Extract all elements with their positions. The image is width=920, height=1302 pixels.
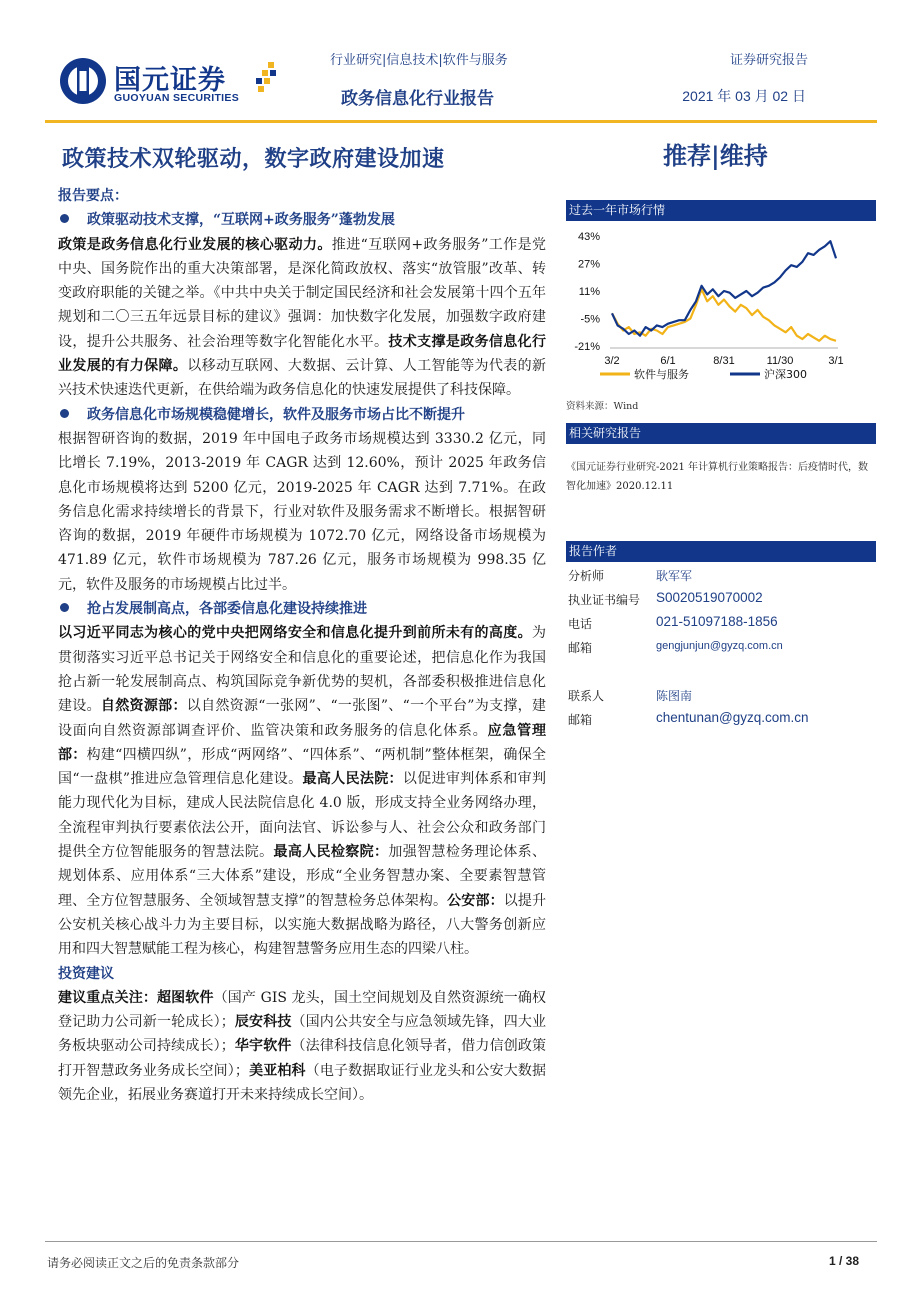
investment-text-1: （国产 GIS 龙头，国土空间规划及自然资源统一确权登记助力公司新一轮成长）； (58, 989, 547, 1031)
analyst-label: 分析师 (568, 569, 605, 583)
logo-cn-text: 国元证券 (114, 65, 226, 96)
ministries-text-6: 以提升公安机关核心战斗力为主要目标，以实施大数据战略为路径，八大警务创新应用和四大智慧赋能工程为核心，构建智慧警务应用生态的四梁八柱。 (58, 892, 547, 958)
email-link[interactable]: gengjunjun@gyzq.com.cn (656, 640, 783, 652)
ministry-natural-resources: 自然资源部： (100, 698, 187, 715)
market-chart-heading: 过去一年市场行情 (566, 200, 876, 221)
contact-label: 联系人 (568, 689, 605, 703)
y-tick-label: 11% (578, 286, 600, 298)
report-series-title: 政务信息化行业报告 (341, 89, 494, 109)
investment-heading: 投资建议 (58, 965, 114, 982)
contact-name: 陈图南 (656, 689, 693, 703)
x-tick-label: 3/2 (604, 355, 620, 367)
footer-disclaimer: 请务必阅读正文之后的免责条款部分 (47, 1256, 240, 1270)
summary-heading: 报告要点： (58, 188, 128, 204)
logo-dots-icon (256, 62, 278, 96)
report-category: 行业研究|信息技术|软件与服务 (330, 53, 508, 68)
contact-row (566, 685, 876, 709)
ministries-text-1: 为贯彻落实习近平总书记关于网络安全和信息化的重要论述，把信息化作为我国抢占新一轮发展制高点、构筑国际竞争新优势的契机，各部委积极推进信息化建设。 (58, 625, 546, 715)
bullet-dot-icon (60, 603, 69, 612)
authors-block (566, 565, 876, 733)
x-tick-label: 6/1 (660, 355, 676, 367)
ministry-procuratorate: 最高人民检察院： (273, 844, 389, 861)
y-tick-label: -5% (580, 313, 600, 326)
chart-source: 资料来源：Wind (566, 401, 639, 412)
cert-number: S0020519070002 (656, 590, 763, 605)
market-chart (566, 222, 876, 392)
related-reports-heading: 相关研究报告 (566, 423, 876, 444)
paragraph-policy-text: 推进“互联网+政务服务”工作是党中央、国务院作出的重大决策部署，是深化简政放权、落实“放管服”改革、转变政府职能的关键之举。《中共中央关于制定国民经济和社会发展第十四个五年规划和二〇三五年远景目标的建议》强调：加快数字化发展，加强数字政府建设，提升公共服务、社会治理等数字化智能化水平。 (58, 236, 546, 350)
ministries-text-3: 构建“四横四纵”，形成“两网络”、“四体系”、“两机制”整体框架，确保全国“一盘棋”推进应急管理信息化建设。 (58, 746, 547, 788)
email-row (566, 637, 876, 661)
company-gsafety: 辰安科技 (234, 1014, 292, 1031)
bullet-heading-1 (58, 208, 546, 232)
ministry-supreme-court: 最高人民法院： (302, 771, 403, 788)
investment-text-2: （国内公共安全与应急领域先锋，四大业务板块驱动公司持续成长）； (58, 1014, 547, 1055)
ministries-text-2: 以自然资源“一张网”、“一张图”、“一个平台”为支撑，建设面向自然资源部调查评价、监管决策和政务服务的信息化体系。 (58, 698, 546, 739)
phone-row (566, 613, 876, 637)
bullet-heading-2-text: 政务信息化市场规模稳健增长，软件及服务市场占比不断提升 (87, 406, 465, 423)
investment-lead: 建议重点关注： (58, 989, 158, 1006)
analyst-name: 耿军军 (656, 569, 693, 583)
logo-emblem-icon (58, 56, 108, 106)
company-supermap: 超图软件 (157, 989, 214, 1006)
email-label: 邮箱 (568, 641, 593, 655)
company-thunisoft: 华宇软件 (234, 1038, 292, 1055)
email2-link[interactable]: chentunan@gyzq.com.cn (656, 710, 809, 725)
phone-number: 021-51097188-1856 (656, 614, 778, 629)
footer-divider (45, 1241, 877, 1242)
x-tick-label: 3/1 (828, 355, 844, 367)
report-type: 证券研究报告 (729, 53, 808, 68)
rating-badge: 推荐|维持 (663, 141, 768, 170)
authors-heading: 报告作者 (566, 541, 876, 562)
email2-row (566, 709, 876, 733)
x-tick-label: 8/31 (713, 355, 735, 367)
bullet-heading-1-text: 政策驱动技术支撑，“互联网+政务服务”蓬勃发展 (87, 212, 395, 229)
paragraph-ministries-lead: 以习近平同志为核心的党中央把网络安全和信息化提升到前所未有的高度。 (58, 625, 532, 642)
market-chart-svg (566, 222, 876, 392)
page-number: 1 / 38 (828, 1254, 859, 1268)
related-report-item[interactable]: 《国元证券行业研究-2021 年计算机行业策略报告：后疫情时代，数智化加速》2020.12.11 (566, 462, 869, 492)
company-meiya-pico: 美亚柏科 (248, 1062, 306, 1079)
paragraph-investment (58, 986, 546, 1107)
company-logo (58, 56, 268, 108)
bullet-dot-icon (60, 214, 69, 223)
paragraph-ministries (58, 621, 546, 961)
bullet-heading-3 (58, 597, 546, 621)
logo-en-text: GUOYUAN SECURITIES (114, 92, 239, 104)
paragraph-tech-lead: 技术支撑是政务信息化行业发展的有力保障。 (58, 333, 547, 375)
page-title: 政策技术双轮驱动，数字政府建设加速 (62, 146, 445, 172)
ministry-public-security: 公安部： (447, 892, 504, 909)
investment-text-4: （电子数据取证行业龙头和公安大数据领先企业，拓展业务赛道打开未来持续成长空间）。 (58, 1062, 547, 1103)
ministries-text-4: 以促进审判体系和审判能力现代化为目标，建成人民法院信息化 4.0 版，形成支持全业务网络办理，全流程审判执行要素依法公开，面向法官、诉讼参与人、社会公众和政务部门提供全方位智能服务的智慧法院。 (58, 771, 546, 861)
cert-label: 执业证书编号 (568, 593, 641, 607)
y-tick-label: 43% (577, 231, 600, 243)
legend-label: 沪深300 (764, 368, 807, 381)
ministries-text-5: 加强智慧检务理论体系、规划体系、应用体系“三大体系”建设，形成“全业务智慧办案、全要素智慧管理、全方位智慧服务、全领域智慧支撑”的智慧检务总体架构。 (58, 844, 547, 909)
series-line-software (612, 289, 836, 341)
spacer (566, 661, 876, 685)
analyst-row (566, 565, 876, 589)
bullet-heading-3-text: 抢占发展制高点，各部委信息化建设持续推进 (87, 601, 367, 618)
header-divider (45, 120, 877, 123)
y-tick-label: -21% (574, 341, 600, 353)
ministry-emergency: 应急管理部： (58, 722, 546, 763)
report-date: 2021 年 03 月 02 日 (682, 88, 806, 104)
paragraph-tech-text: 以移动互联网、大数据、云计算、人工智能等为代表的新兴技术快速迭代更新，在供给端为政务信息化的快速发展提供了科技保障。 (58, 358, 547, 399)
legend-label: 软件与服务 (634, 368, 689, 381)
paragraph-policy-lead: 政策是政务信息化行业发展的核心驱动力。 (58, 236, 332, 253)
series-line-csi300 (612, 241, 836, 336)
investment-text-3: （法律科技信息化领导者，借力信创政策打开智慧政务业务成长空间）； (58, 1038, 547, 1079)
bullet-dot-icon (60, 409, 69, 418)
paragraph-market: 根据智研咨询的数据，2019 年中国电子政务市场规模达到 3330.2 亿元，同比增长 7.19%，2013-2019 年 CAGR 达到 12.60%，预计 2025 年政务信息化市场规模将达到 5200 亿元，2019-2025 年 CAGR 达到 7.71%。在政务信息化需求持续增长的背景下，行业对软件及服务需求不断增长。根据智研咨询的数据，2019 年硬件市场规模为 1072.70 亿元，网络设备市场规模为 471.89 亿元，软件市场规模为 787.26 亿元，服务市场规模为 998.35 亿元，软件及服务的市场规模占比过半。 (58, 430, 546, 593)
phone-label: 电话 (568, 617, 593, 631)
x-tick-label: 11/30 (766, 355, 794, 367)
main-body (58, 184, 546, 1107)
bullet-heading-2 (58, 403, 546, 427)
y-tick-label: 27% (577, 258, 600, 271)
email2-label: 邮箱 (568, 713, 593, 727)
paragraph-policy (58, 233, 546, 403)
cert-row (566, 589, 876, 613)
